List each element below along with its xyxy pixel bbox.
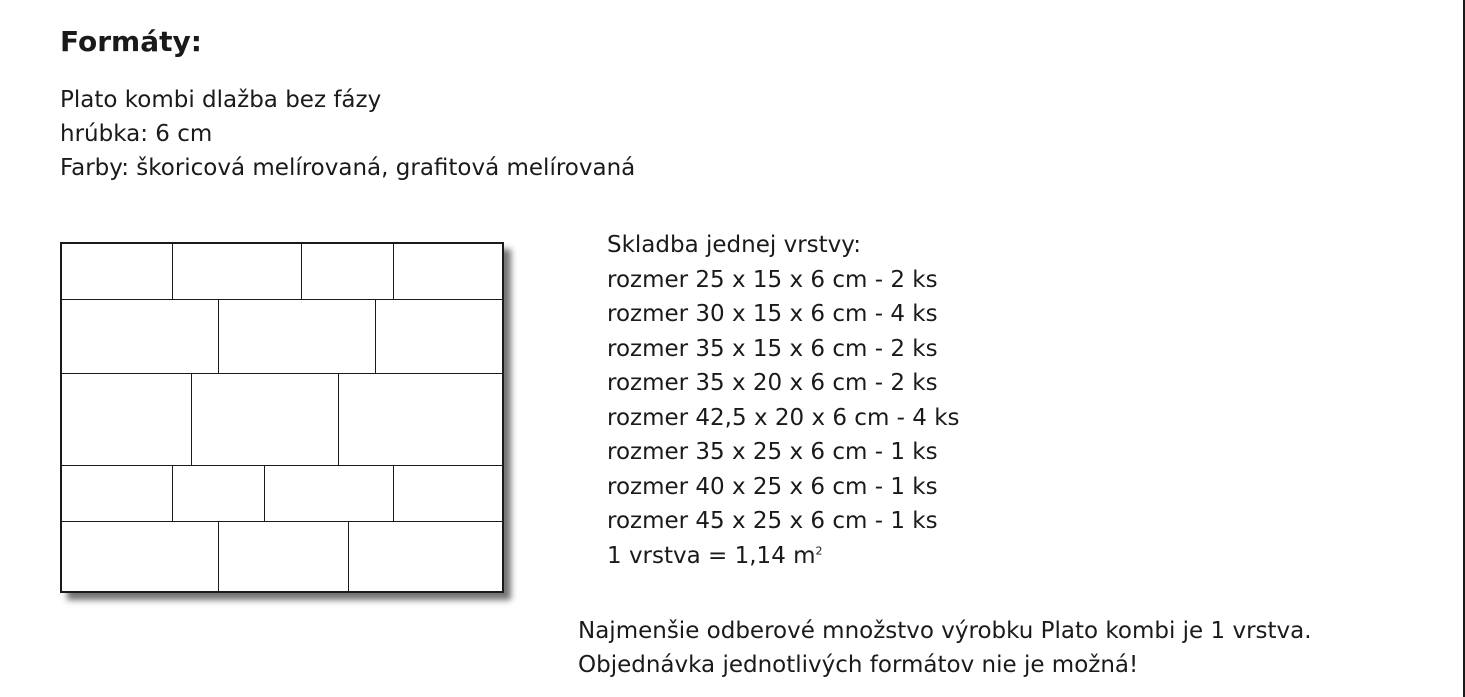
paving-tile xyxy=(219,522,349,591)
product-colors: Farby: škoricová melírovaná, grafitová melírovaná xyxy=(60,155,636,181)
format-item: rozmer 42,5 x 20 x 6 cm - 4 ks xyxy=(607,404,960,431)
layer-area-value: 1 vrstva = 1,14 m xyxy=(607,542,816,569)
layer-area xyxy=(607,539,960,574)
format-item: rozmer 35 x 25 x 6 cm - 1 ks xyxy=(607,439,938,465)
area-unit-exponent: 2 xyxy=(815,543,823,557)
paving-layout-diagram xyxy=(60,242,504,593)
format-item: rozmer 35 x 20 x 6 cm - 2 ks xyxy=(607,370,938,396)
product-intro xyxy=(60,83,635,185)
paving-tile xyxy=(173,466,265,522)
paving-tile xyxy=(394,466,502,522)
layer-composition xyxy=(607,228,960,573)
paving-tile xyxy=(339,374,502,466)
format-item: rozmer 35 x 15 x 6 cm - 2 ks xyxy=(607,335,938,362)
format-item: rozmer 45 x 25 x 6 cm - 1 ks xyxy=(607,508,938,534)
paving-tile xyxy=(62,466,173,522)
product-name: Plato kombi dlažba bez fázy xyxy=(60,87,382,113)
paving-tile xyxy=(62,244,173,300)
product-thickness: hrúbka: 6 cm xyxy=(60,121,213,147)
paving-tile xyxy=(219,300,376,374)
paving-tile xyxy=(173,244,302,300)
paving-tile xyxy=(265,466,394,522)
paving-tile xyxy=(192,374,339,466)
paving-tile xyxy=(394,244,502,300)
paving-tile xyxy=(376,300,502,374)
format-item: rozmer 30 x 15 x 6 cm - 4 ks xyxy=(607,301,938,327)
paving-tile xyxy=(302,244,394,300)
order-note xyxy=(578,614,1312,682)
format-item: rozmer 40 x 25 x 6 cm - 1 ks xyxy=(607,473,938,500)
paving-tile xyxy=(62,522,219,591)
paving-tile xyxy=(349,522,502,591)
format-order-warning: Objednávka jednotlivých formátov nie je možná! xyxy=(578,652,1139,678)
paving-tile xyxy=(62,300,219,374)
layer-composition-title: Skladba jednej vrstvy: xyxy=(607,232,861,258)
format-item: rozmer 25 x 15 x 6 cm - 2 ks xyxy=(607,266,938,293)
paving-tile xyxy=(62,374,192,466)
minimum-order-note: Najmenšie odberové množstvo výrobku Plato kombi je 1 vrstva. xyxy=(578,618,1312,644)
page-title: Formáty: xyxy=(60,25,202,58)
